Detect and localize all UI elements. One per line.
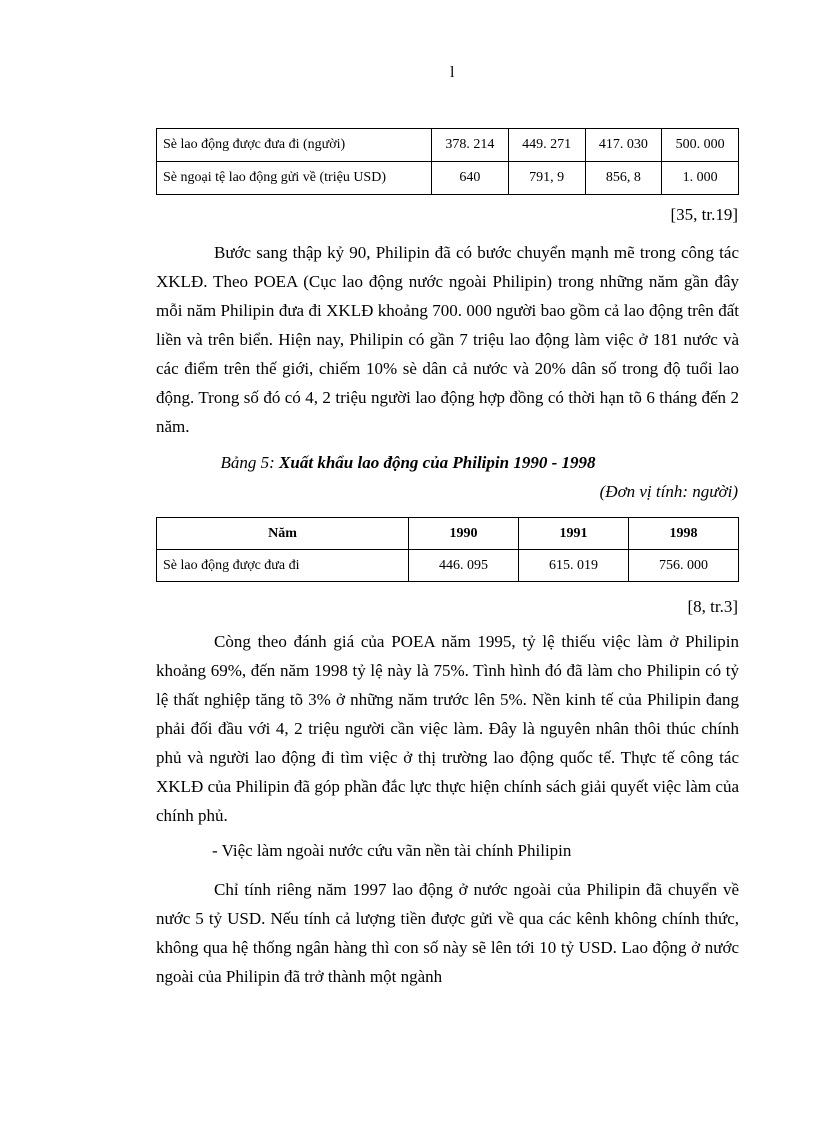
row-label: Sè ngoại tệ lao động gửi về (triệu USD) [157,162,432,195]
table-cell: 640 [432,162,509,195]
column-header: 1998 [629,518,739,550]
page-number: l [450,64,455,81]
table-cell: 756. 000 [629,550,739,582]
table-cell: 417. 030 [585,129,662,162]
table-cell: 615. 019 [519,550,629,582]
table-cell: 378. 214 [432,129,509,162]
table-row [157,162,739,195]
citation: [35, tr.19] [670,205,738,224]
table-header-row [157,518,739,550]
table-cell: 449. 271 [508,129,585,162]
table-cell: 856, 8 [585,162,662,195]
table-cell: 791, 9 [508,162,585,195]
paragraph: Bước sang thập kỷ 90, Philipin đã có bước chuyển mạnh mẽ trong công tác XKLĐ. Theo POEA (Cục lao động nước ngoài Philipin) trong những năm gần đây mỗi năm Philipin đưa đi XKLĐ khoảng 700. 000 người bao gồm cả lao động trên đất liền và trên biển. Hiện nay, Philipin có gần 7 triệu lao động làm việc ở 181 nước và các điểm trên thế giới, chiếm 10% sè dân cả nước và 20% dân số trong độ tuổi lao động. Trong số đó có 4, 2 triệu người lao động hợp đồng có thời hạn tõ 6 tháng đến 2 năm. [156,243,739,436]
table-cell: 1. 000 [662,162,739,195]
table-caption [0,453,816,473]
table-cell: 500. 000 [662,129,739,162]
caption-prefix: Bảng 5: [220,453,280,472]
labor-export-table-2 [156,517,739,582]
table-cell: 446. 095 [409,550,519,582]
column-header: 1991 [519,518,629,550]
labor-export-table-1 [156,128,739,195]
citation: [8, tr.3] [687,597,738,616]
table-row [157,129,739,162]
column-header: Năm [157,518,409,550]
table-row [157,550,739,582]
paragraph: Còng theo đánh giá của POEA năm 1995, tỷ lệ thiếu việc làm ở Philipin khoảng 69%, đến năm 1998 tỷ lệ này là 75%. Tình hình đó đã làm cho Philipin có tỷ lệ thất nghiệp tăng tõ 3% ở những năm trước lên 5%. Nền kinh tế của Philipin đang phải đối đầu với 4, 2 triệu người cần việc làm. Đây là nguyên nhân thôi thúc chính phủ và người lao động đi tìm việc ở thị trường lao động quốc tế. Thực tế công tác XKLĐ của Philipin đã góp phần đắc lực thực hiện chính sách giải quyết việc làm của chính phủ. [156,632,739,825]
caption-title: Xuất khẩu lao động của Philipin 1990 - 1998 [279,453,596,472]
table-unit: (Đơn vị tính: người) [599,482,738,501]
row-label: Sè lao động được đưa đi [157,550,409,582]
row-label: Sè lao động được đưa đi (người) [157,129,432,162]
paragraph: Chỉ tính riêng năm 1997 lao động ở nước ngoài của Philipin đã chuyển về nước 5 tỷ USD. Nếu tính cả lượng tiền được gửi về qua các kênh không chính thức, không qua hệ thống ngân hàng thì con số này sẽ lên tới 10 tỷ USD. Lao động ở nước ngoài của Philipin đã trở thành một ngành [156,880,739,986]
column-header: 1990 [409,518,519,550]
subheading: - Việc làm ngoài nước cứu vãn nền tài chính Philipin [212,841,572,860]
